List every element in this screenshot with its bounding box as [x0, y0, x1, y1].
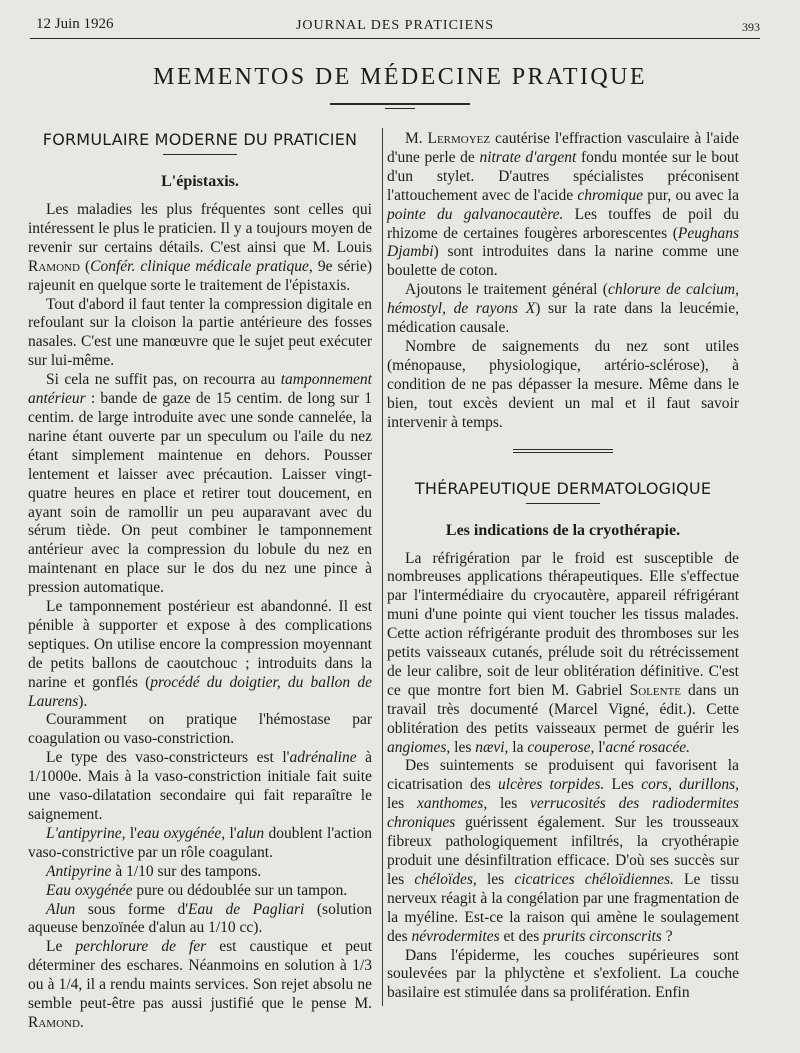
- paragraph: Le tamponnement postérieur est abandonné. Il est pénible à supporter et expose à des complications septiques. On utilise encore la compression moyennant de petits ballons de caoutchouc ; introduits dans la narine et gonflés (procédé du doigtier, du ballon de Laurens).: [28, 598, 372, 710]
- column-divider: [382, 128, 383, 1006]
- paragraph: Des suintements se produisent qui favorisent la cicatrisation des ulcères torpides. Les cors, durillons, les xanthomes, les verrucosités des radiodermites chroniques guérissent également. Sur les trousseaux fibreux pathologiquement infiltrés, la cryothérapie produit une désinfiltration efficace. D'où ses succès sur les chéloïdes, les cicatrices chéloïdiennes. Le tissu nerveux réagit à la congélation par une fragmentation de la myéline. Est-ce la raison qui amène le soulagement des névrodermites et des prurits circonscrits ?: [387, 757, 740, 945]
- rubric-rule: [526, 503, 600, 504]
- issue-date: 12 Juin 1926: [36, 16, 114, 32]
- left-column: [28, 130, 372, 1033]
- rubric-heading: THÉRAPEUTIQUE DERMATOLOGIQUE: [414, 478, 712, 498]
- header-rule: [30, 38, 760, 39]
- paragraph: Le perchlorure de fer est caustique et peut déterminer des eschares. Néanmoins en solution à 1/3 ou à 1/4, il a rendu maints services. Son rejet absolu ne semble peut-être pas aussi justifié que le pense M. Ramond.: [28, 938, 372, 1031]
- journal-name: JOURNAL DES PRATICIENS: [295, 18, 495, 33]
- paragraph: La réfrigération par le froid est susceptible de nombreuses applications thérapeutiques. Elle s'effectue par l'intermédiaire du cryocautère, appareil réfrigérant muni d'une pointe qui vient toucher les tissus malades. Cette action réfrigérante produit des thromboses sur les petits vaisseaux cutanés, prélude soit du rétrécissement de leur calibre, soit de leur oblitération définitive. C'est ce que montre fort bien M. Gabriel Solente dans un travail très documenté (Marcel Vigné, édit.). Cette oblitération des petits vaisseaux permet de guérir les angiomes, les nævi, la couperose, l'acné rosacée.: [387, 549, 739, 756]
- article-end-rule-thin: [513, 452, 613, 453]
- paragraph: Ajoutons le traitement général (chlorure de calcium, hémostyl, de rayons X) sur la rate dans la leucémie, médication causale.: [387, 281, 739, 337]
- page-number: 393: [742, 20, 760, 34]
- paragraph: L'antipyrine, l'eau oxygénée, l'alun doublent l'action vaso-constrictive par un rôle coagulant.: [28, 824, 372, 861]
- title-ornament-rule: [330, 103, 470, 105]
- paragraph: Les maladies les plus fréquentes sont celles qui intéressent le plus le praticien. Il y a toujours moyen de revenir sur certains détails. C'est ainsi que M. Louis Ramond (Confér. clinique médicale pratique, 9e série) rajeunit en quelque sorte le traitement de l'épistaxis.: [28, 201, 372, 294]
- paragraph: Dans l'épiderme, les couches supérieures sont soulevées par la phlyctène et s'exfolient. La couche basilaire est stimulée dans sa prolifération. Enfin: [387, 946, 739, 1002]
- article-title: L'épistaxis.: [161, 173, 239, 190]
- title-ornament-rule-short: [385, 108, 415, 109]
- paragraph: Antipyrine à 1/10 sur des tampons.: [46, 862, 262, 880]
- section-title: MEMENTOS DE MÉDECINE PRATIQUE: [153, 64, 647, 90]
- running-head: [30, 14, 760, 36]
- paragraph: Alun sous forme d'Eau de Pagliari (solution aqueuse benzoïnée d'alun au 1/10 cc).: [28, 900, 372, 937]
- rubric-heading: FORMULAIRE MODERNE DU PRATICIEN: [42, 130, 358, 149]
- paragraph: Eau oxygénée pure ou dédoublée sur un tampon.: [46, 881, 348, 899]
- article-title: Les indications de la cryothérapie.: [445, 521, 681, 539]
- paragraph: Nombre de saignements du nez sont utiles (ménopause, physiologique, artério-sclérose), à condition de ne pas dépasser la mesure. Même dans le bien, tout excès devient un mal et il faut savoir intervenir à temps.: [387, 337, 739, 431]
- paragraph: Tout d'abord il faut tenter la compression digitale en refoulant sur la cloison la partie antérieure des fosses nasales. C'est une manœuvre que le sujet peut exécuter sur lui-même.: [28, 295, 372, 370]
- rubric-rule: [163, 154, 237, 155]
- article-end-rule: [513, 449, 613, 450]
- paragraph: Couramment on pratique l'hémostase par coagulation ou vaso-constriction.: [28, 711, 372, 748]
- right-column: [387, 130, 739, 1003]
- paragraph: Si cela ne suffit pas, on recourra au tamponnement antérieur : bande de gaze de 15 centim. de long sur 1 centim. de large introduite avec une sonde cannelée, la narine étant ouverte par un speculum ou l'aile du nez étant simplement maintenue en dehors. Pousser lentement et laisser avec précaution. Laisser vingt-quatre heures en place et retirer tout doucement, en ayant soin de ramollir un peu auparavant avec du sérum tiède. On peut combiner le tamponnement antérieur avec la compression du lobule du nez en maintenant en place sur le dos du nez une pince à pression automatique.: [28, 371, 372, 597]
- paragraph: Le type des vaso-constricteurs est l'adrénaline à 1/1000e. Mais à la vaso-constriction initiale fait suite une vaso-dilatation secondaire qui fait reparaître le saignement.: [28, 749, 373, 823]
- paragraph: M. Lermoyez cautérise l'effraction vasculaire à l'aide d'une perle de nitrate d'argent fondu montée sur le bout d'un stylet. D'autres spécialistes préconisent l'attouchement avec de l'acide chromique pur, ou avec la pointe du galvanocautère. Les touffes de poil du rhizome de certaines fougères arborescentes (Peughans Djambi) sont introduites dans la narine comme une boulette de coton.: [387, 130, 739, 280]
